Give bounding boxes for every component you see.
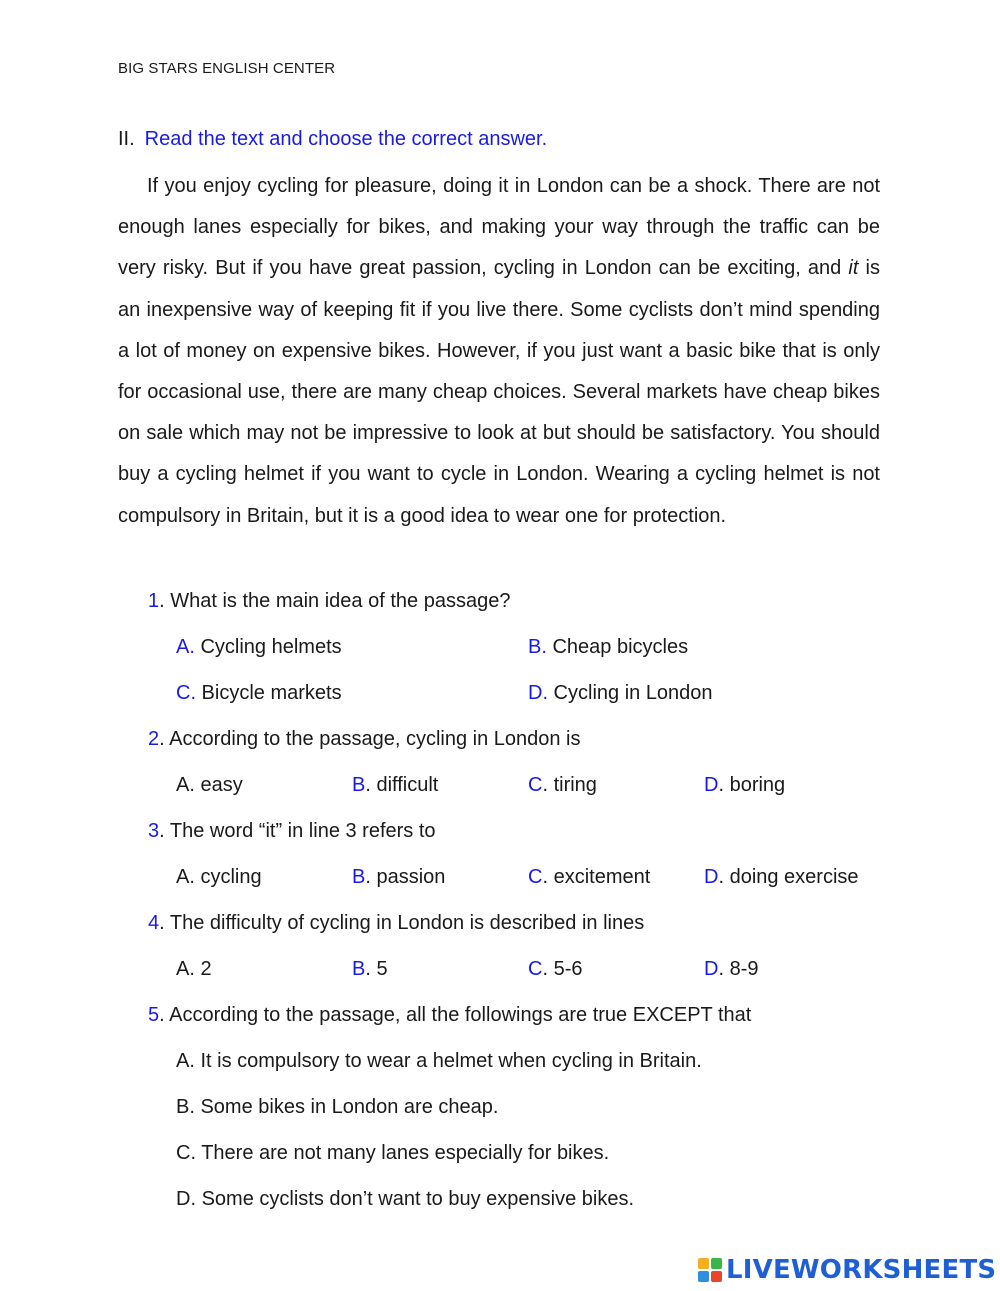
- option-4b[interactable]: [352, 958, 388, 981]
- option-letter: B.: [528, 636, 547, 658]
- section-instruction: Read the text and choose the correct answer.: [144, 128, 548, 150]
- option-2a[interactable]: [176, 774, 243, 797]
- option-3d[interactable]: [704, 866, 859, 889]
- option-5b[interactable]: [176, 1096, 498, 1119]
- option-text: . 2: [189, 958, 212, 980]
- option-3a[interactable]: [176, 866, 262, 889]
- option-letter: B: [352, 958, 366, 980]
- option-text: . Some bikes in London are cheap.: [189, 1096, 499, 1118]
- option-1b[interactable]: [528, 636, 688, 659]
- option-text: . cycling: [189, 866, 262, 888]
- question-number: 1: [148, 590, 160, 612]
- question-2: [148, 728, 581, 751]
- option-4c[interactable]: [528, 958, 582, 981]
- option-letter: C: [528, 958, 543, 980]
- passage-part-2: is an inexpensive way of keeping fit if you live there. Some cyclists don’t mind spending a lot of money on expensive bikes. However, if you just want a basic bike that is only for occasional use, there are many cheap choices. Several markets have cheap bikes on sale which may not be impressive to look at but should be satisfactory. You should buy a cycling helmet if you want to cycle in London. Wearing a cycling helmet is not compulsory in Britain, but it is a good idea to wear one for protection.: [118, 257, 880, 527]
- question-number: 5: [148, 1004, 160, 1026]
- option-letter: A: [176, 958, 190, 980]
- question-text: . The difficulty of cycling in London is described in lines: [159, 912, 645, 934]
- option-1d[interactable]: [528, 682, 713, 705]
- option-letter: C: [528, 774, 543, 796]
- option-1a[interactable]: [176, 636, 342, 659]
- option-letter: D.: [528, 682, 548, 704]
- question-number: 3: [148, 820, 160, 842]
- option-letter: A: [176, 866, 190, 888]
- option-2b[interactable]: [352, 774, 438, 797]
- passage-part-1: If you enjoy cycling for pleasure, doing it in London can be a shock. There are not enough lanes especially for bikes, and making your way through the traffic can be very risky. But if you have great passion, cycling in London can be exciting, and: [118, 175, 880, 280]
- option-2d[interactable]: [704, 774, 785, 797]
- page-header: BIG STARS ENGLISH CENTER: [118, 60, 336, 77]
- logo-blocks-icon: [698, 1258, 722, 1282]
- reading-passage: [118, 166, 880, 537]
- option-text: . excitement: [542, 866, 651, 888]
- option-text: . easy: [189, 774, 243, 796]
- option-text: Cycling in London: [548, 682, 713, 704]
- option-text: . boring: [718, 774, 786, 796]
- option-2c[interactable]: [528, 774, 597, 797]
- question-1: [148, 590, 510, 613]
- question-text: . The word “it” in line 3 refers to: [159, 820, 436, 842]
- section-number: II.: [118, 128, 135, 150]
- option-text: . 5-6: [542, 958, 583, 980]
- option-text: . doing exercise: [718, 866, 859, 888]
- option-5c[interactable]: [176, 1142, 609, 1165]
- option-5a[interactable]: [176, 1050, 702, 1073]
- option-letter: A: [176, 1050, 190, 1072]
- option-text: . Some cyclists don’t want to buy expensive bikes.: [190, 1188, 634, 1210]
- section-heading: [118, 128, 547, 151]
- option-text: . It is compulsory to wear a helmet when cycling in Britain.: [189, 1050, 702, 1072]
- logo-text: LIVEWORKSHEETS: [726, 1255, 997, 1285]
- option-text: . 5: [365, 958, 388, 980]
- option-4d[interactable]: [704, 958, 758, 981]
- option-letter: C.: [176, 682, 196, 704]
- option-letter: D: [704, 774, 719, 796]
- passage-italic-it: it: [848, 257, 859, 280]
- question-number: 4: [148, 912, 160, 934]
- option-letter: D: [704, 958, 719, 980]
- option-1c[interactable]: [176, 682, 342, 705]
- option-text: Cheap bicycles: [546, 636, 689, 658]
- option-5d[interactable]: [176, 1188, 634, 1211]
- option-letter: C: [528, 866, 543, 888]
- option-text: Bicycle markets: [196, 682, 342, 704]
- option-3b[interactable]: [352, 866, 445, 889]
- option-4a[interactable]: [176, 958, 212, 981]
- question-text: . What is the main idea of the passage?: [159, 590, 511, 612]
- option-text: . difficult: [365, 774, 439, 796]
- option-text: . 8-9: [718, 958, 759, 980]
- option-letter: B: [352, 774, 366, 796]
- option-letter: C: [176, 1142, 191, 1164]
- option-text: . tiring: [542, 774, 597, 796]
- option-letter: B: [352, 866, 366, 888]
- option-text: . There are not many lanes especially for bikes.: [190, 1142, 610, 1164]
- question-4: [148, 912, 644, 935]
- option-text: . passion: [365, 866, 446, 888]
- question-text: . According to the passage, all the followings are true EXCEPT that: [159, 1004, 752, 1026]
- option-letter: D: [704, 866, 719, 888]
- option-letter: D: [176, 1188, 191, 1210]
- option-text: Cycling helmets: [194, 636, 342, 658]
- question-text: . According to the passage, cycling in London is: [159, 728, 581, 750]
- question-number: 2: [148, 728, 160, 750]
- option-letter: A.: [176, 636, 195, 658]
- option-letter: A: [176, 774, 190, 796]
- question-3: [148, 820, 436, 843]
- option-3c[interactable]: [528, 866, 650, 889]
- liveworksheets-logo[interactable]: [698, 1255, 996, 1285]
- option-letter: B: [176, 1096, 190, 1118]
- question-5: [148, 1004, 751, 1027]
